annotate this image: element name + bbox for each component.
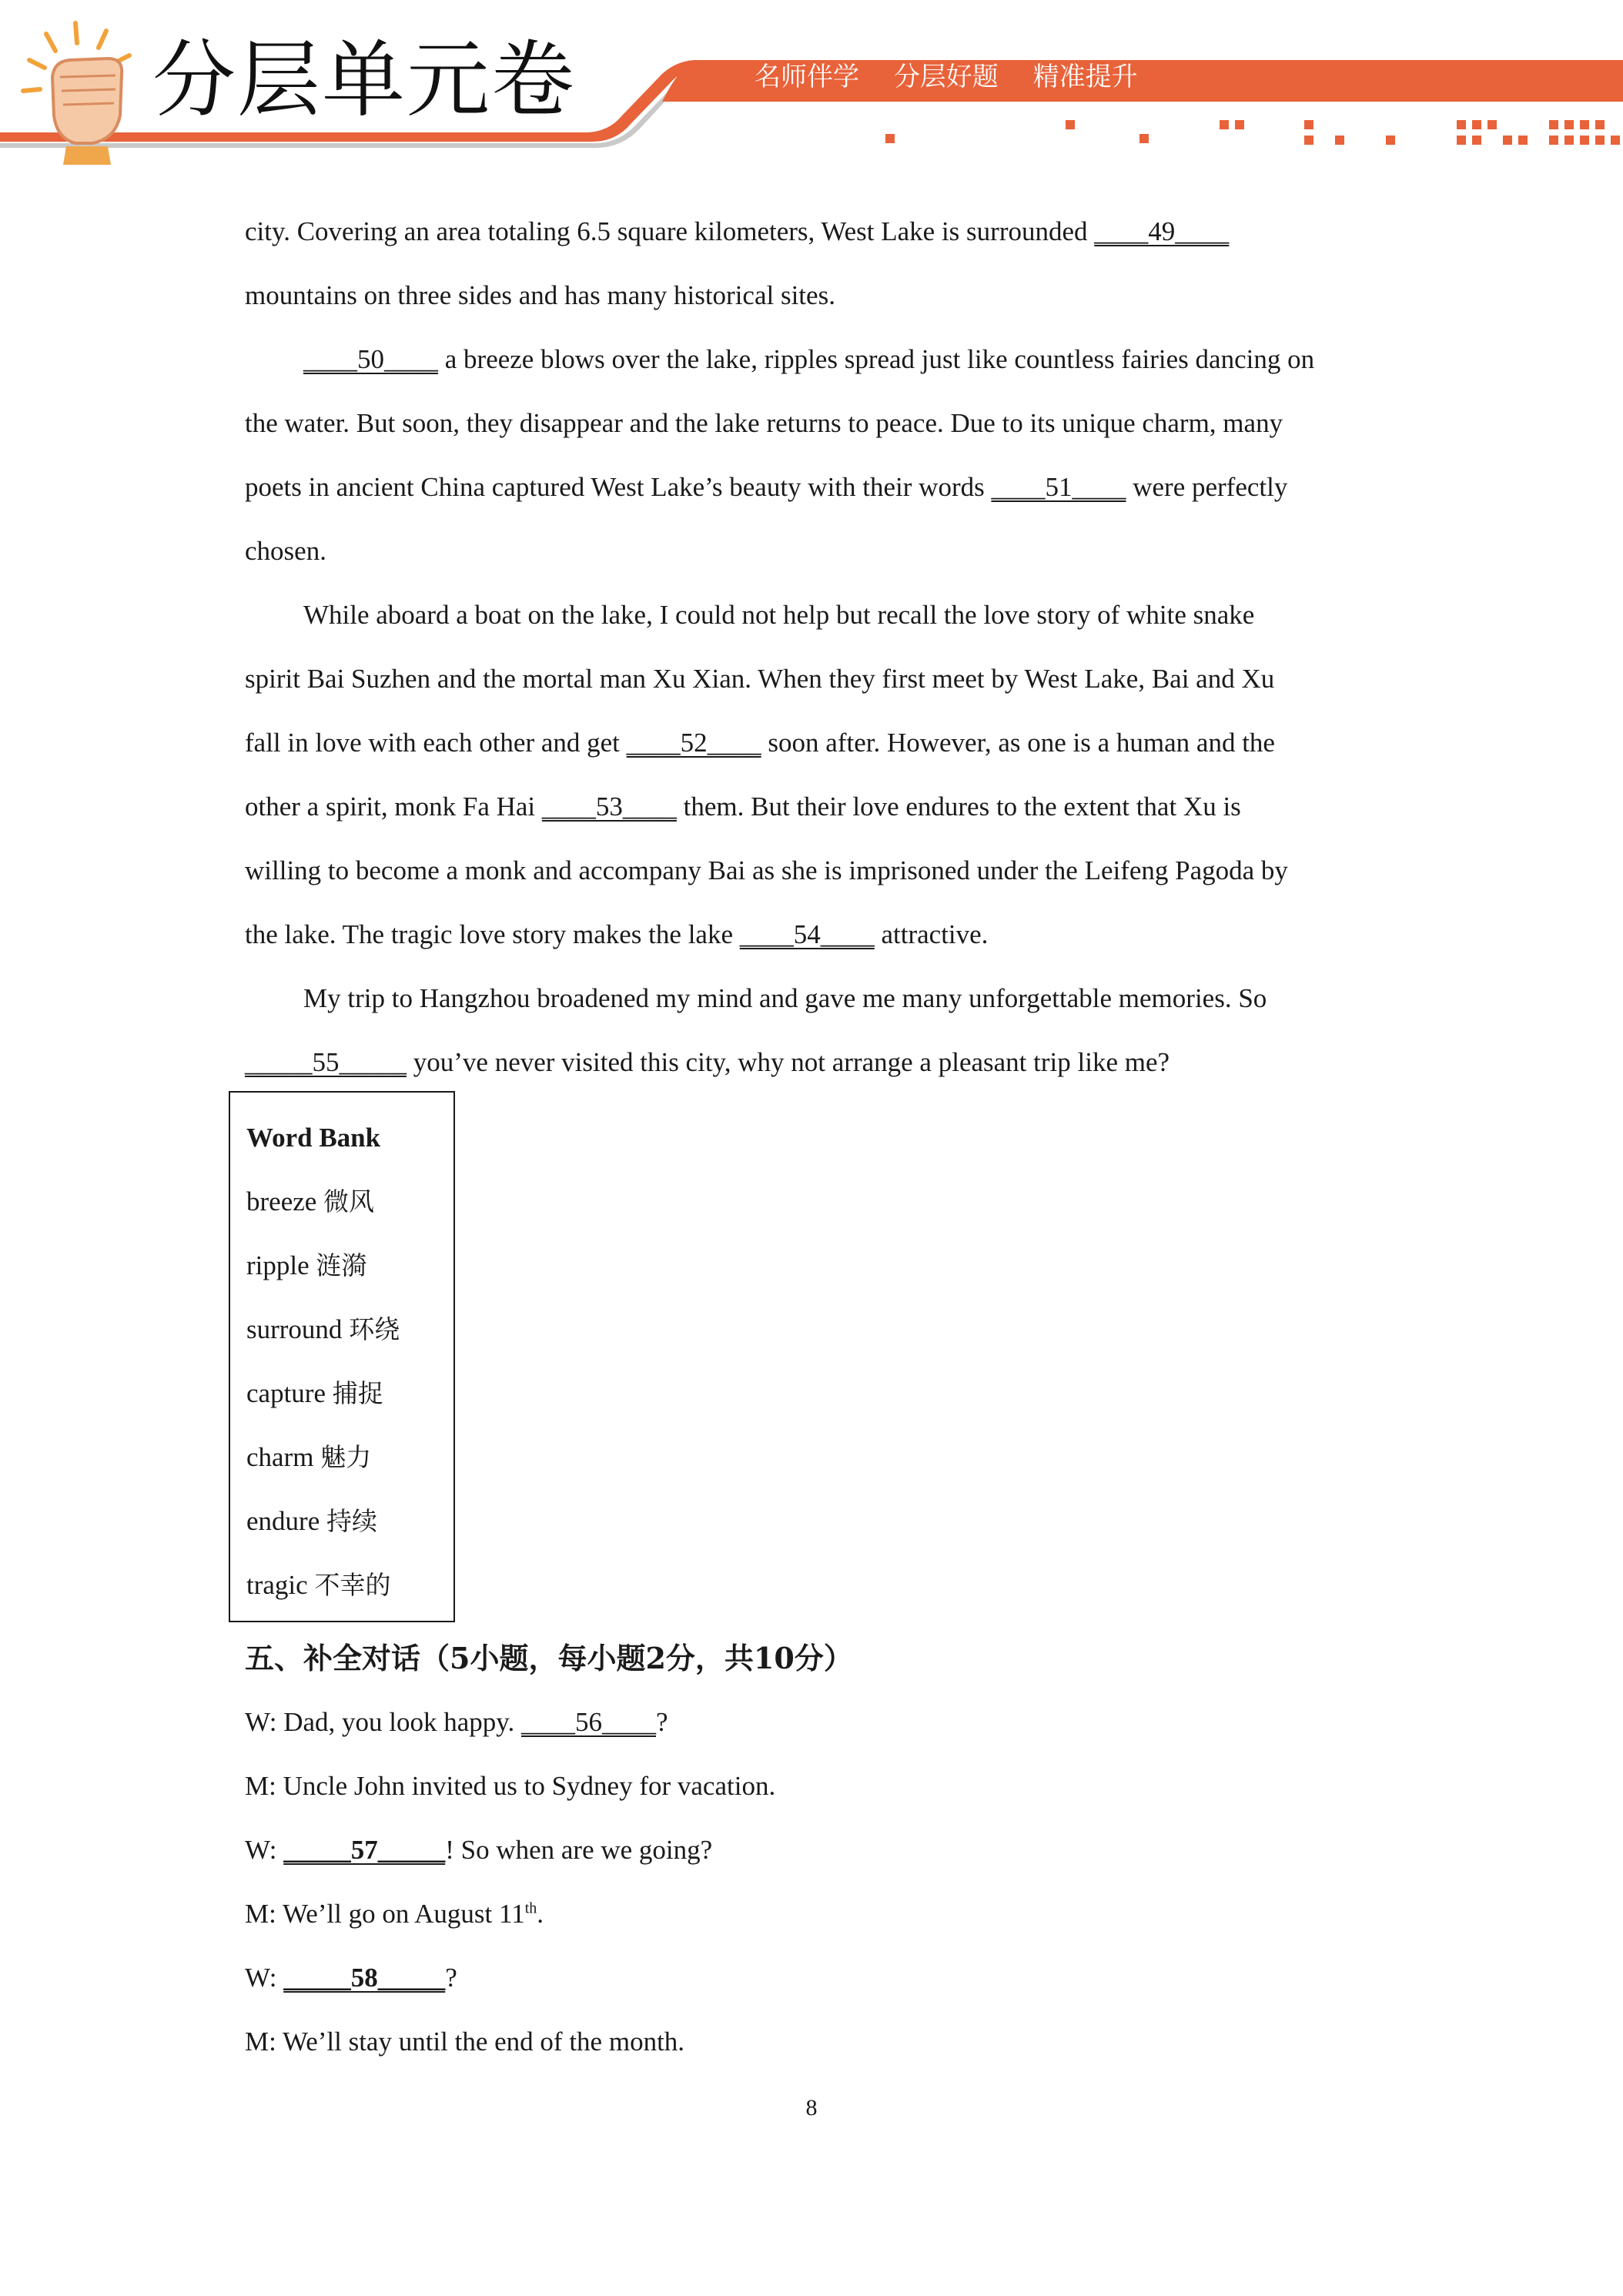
passage-line: My trip to Hangzhou broadened my mind and gave me many unforgettable memories. So (303, 983, 1267, 1013)
dialog-line: M: We’ll go on August 11th. (245, 1899, 544, 1929)
slogan-item: 分层好题 (893, 62, 999, 92)
section-title: 五、补全对话（5小题，每小题2分，共10分） (245, 1641, 853, 1675)
passage-line: the lake. The tragic love story makes the lake ____54____ attractive. (245, 919, 989, 949)
passage-line: While aboard a boat on the lake, I could not help but recall the love story of white snake (303, 600, 1255, 630)
passage-line: chosen. (245, 536, 326, 566)
word-bank-entry: breeze 微风 (246, 1186, 375, 1217)
word-bank-box (229, 1091, 455, 1622)
blank-51: ____51____ (991, 472, 1126, 502)
dialog-line: M: Uncle John invited us to Sydney for vacation. (245, 1771, 776, 1801)
blank-58: _____58_____ (283, 1963, 446, 1993)
blank-52: ____52____ (626, 728, 761, 758)
slogan-item: 名师伴学 (755, 62, 859, 92)
passage-line: the water. But soon, they disappear and the lake returns to peace. Due to its unique charm, many (245, 408, 1283, 438)
brand-title: 分层单元卷 (152, 32, 577, 129)
blank-54: ____54____ (739, 919, 875, 949)
passage-line: willing to become a monk and accompany Bai as she is imprisoned under the Leifeng Pagoda by (245, 855, 1288, 885)
blank-49: ____49____ (1094, 216, 1230, 246)
blank-55: _____55_____ (245, 1047, 407, 1077)
blank-57: _____57_____ (283, 1835, 446, 1865)
passage-line: other a spirit, monk Fa Hai ____53____ them. But their love endures to the extent that Xu is (245, 792, 1241, 822)
dialog (245, 1699, 775, 2083)
page-header (0, 0, 1623, 169)
word-bank-entry: tragic 不幸的 (246, 1570, 391, 1600)
dialog-line: W: _____57_____! So when are we going? (245, 1835, 713, 1865)
decorative-pixel-squares (885, 120, 1620, 145)
dialog-line: M: We’ll stay until the end of the month. (245, 2027, 685, 2057)
passage-line: city. Covering an area totaling 6.5 square kilometers, West Lake is surrounded ____49____ (245, 216, 1230, 246)
dialog-line: W: _____58_____? (245, 1963, 457, 1993)
header-slogan (755, 59, 1164, 95)
passage-line: ____50____ a breeze blows over the lake, ripples spread just like countless fairies dancing on (303, 344, 1315, 374)
word-bank-entry: surround 环绕 (246, 1314, 400, 1344)
blank-50: ____50____ (303, 344, 438, 374)
page-number: 8 (805, 2095, 818, 2120)
blank-56: ____56____ (521, 1707, 657, 1737)
word-bank-title: Word Bank (246, 1123, 381, 1153)
passage-line: poets in ancient China captured West Lake’s beauty with their words ____51____ were perfectly (245, 472, 1288, 502)
word-bank-entry: endure 持续 (246, 1506, 377, 1536)
passage-line: _____55_____ you’ve never visited this city, why not arrange a pleasant trip like me? (245, 1047, 1170, 1077)
word-bank-entry: capture 捕捉 (246, 1378, 383, 1408)
blank-53: ____53____ (541, 792, 677, 822)
dialog-line: W: Dad, you look happy. ____56____? (245, 1707, 668, 1737)
slogan-item: 精准提升 (1032, 62, 1138, 92)
passage (245, 205, 1377, 1099)
passage-line: mountains on three sides and has many historical sites. (245, 280, 835, 310)
passage-line: spirit Bai Suzhen and the mortal man Xu Xian. When they first meet by West Lake, Bai and Xu (245, 664, 1275, 694)
passage-line: fall in love with each other and get ____52____ soon after. However, as one is a human and the (245, 728, 1275, 758)
word-bank-entry: charm 魅力 (246, 1442, 372, 1472)
word-bank-entry: ripple 涟漪 (246, 1250, 367, 1280)
